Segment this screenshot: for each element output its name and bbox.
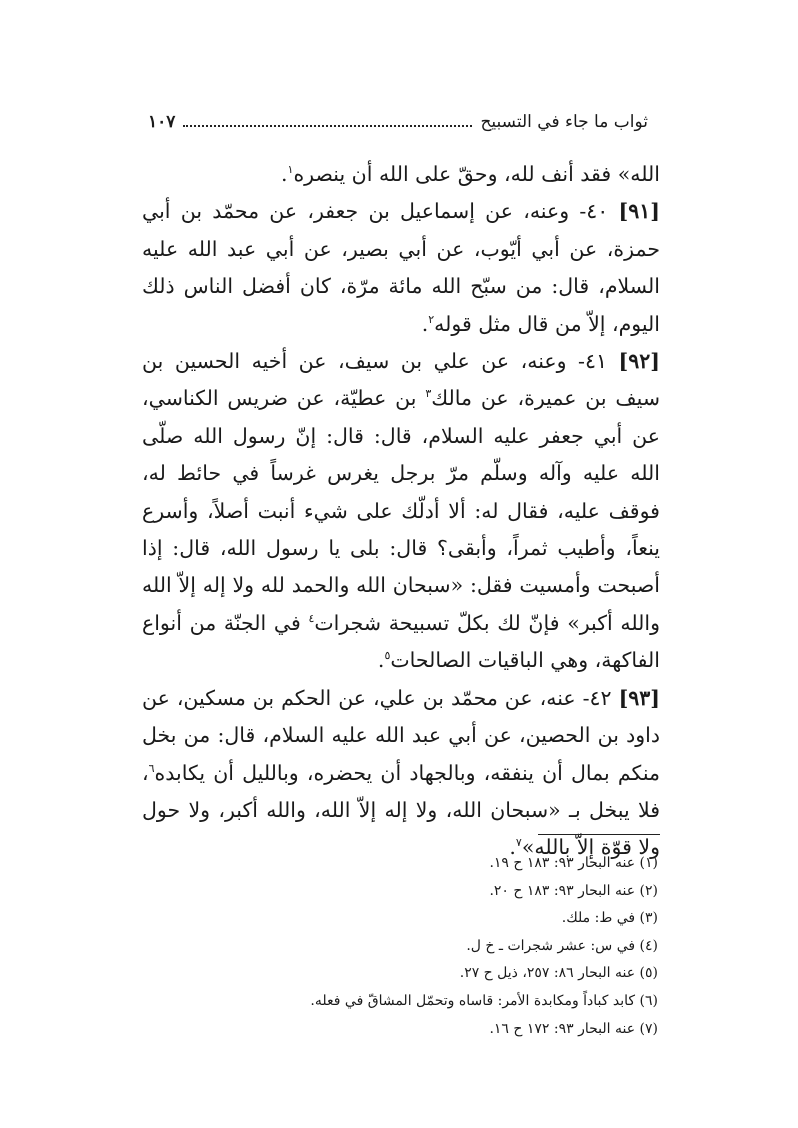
hadith-number: [٩٣] <box>618 685 660 710</box>
footnote: (٧) عنه البحار ٩٣: ١٧٢ ح ١٦. <box>489 1020 658 1037</box>
hadith-91: [٩١] ٤٠- وعنه، عن إسماعيل بن جعفر، عن محمّد بن أبي حمزة، عن أبي أيّوب، عن أبي بصير، عن أبي عبد الله عليه السلام، قال: من سبّح الله مائة مرّة، كان أفضل الناس ذلك اليوم، إلاّ من قال مثل قوله$^٢$. <box>142 199 660 336</box>
footnote-ref: ٤ <box>308 612 315 626</box>
paragraph-continuation: الله» فقد أنف لله، وحقّ على الله أن ينصره$^١$. <box>280 162 660 186</box>
hadith-92: [٩٢] ٤١- وعنه، عن علي بن سيف، عن أخيه الحسين بن سيف بن عميرة، عن مالك$^٣$ بن عطيّة، عن ضريس الكناسي، عن أبي جعفر عليه السلام، قال: قال: إنّ رسول الله صلّى الله عليه وآله وسلّم مرّ برجل يغرس غرساً في حائط له، فوقف عليه، فقال له: ألا أدلّك على شيء أنبت أصلاً، وأسرع ينعاً، وأطيب ثمراً، وأبقى؟ قال: بلى يا رسول الله، قال: إذا أصبحت وأمسيت فقل: «سبحان الله والحمد لله ولا إله إلاّ الله والله أكبر» فإنّ لك بكلّ تسبيحة شجرات$^٤$ في الجنّة من أنواع الفاكهة، وهي الباقيات الصالحات$^٥$. <box>142 349 660 673</box>
hadith-number: [٩٢] <box>618 349 660 374</box>
footnote-ref: ٦ <box>148 761 155 775</box>
footnote: (٦) كابد كباداً ومكابدة الأمر: قاساه وتحمّل المشاقّ في فعله. <box>310 992 658 1009</box>
footnote: (١) عنه البحار ٩٣: ١٨٣ ح ١٩. <box>489 855 658 871</box>
leader-dots <box>183 124 472 127</box>
footnote-ref: ١ <box>287 163 294 177</box>
main-text <box>142 156 660 867</box>
hadith-number: [٩١] <box>618 199 660 224</box>
footnote: (٤) في س: عشر شجرات ـ خ ل. <box>466 937 658 954</box>
footnotes <box>300 850 658 1043</box>
footnote-ref: ٣ <box>425 387 432 401</box>
running-header <box>148 112 648 140</box>
hadith-93: [٩٣] ٤٢- عنه، عن محمّد بن علي، عن الحكم بن مسكين، عن داود بن الحصين، عن أبي عبد الله عليه السلام، قال: من بخل منكم بمال أن ينفقه، وبالجهاد أن يحضره، وبالليل أن يكابده$^٦$، فلا يبخل بـ «سبحان الله، ولا إله إلاّ الله، والله أكبر، ولا حول ولا قوّة إلاّ بالله»$^٧$. <box>142 685 660 860</box>
footnote: (٥) عنه البحار ٨٦: ٢٥٧، ذيل ح ٢٧. <box>459 965 658 982</box>
footnote-ref: ٧ <box>515 836 522 850</box>
footnote: (٣) في ط: ملك. <box>561 910 658 927</box>
footnote-ref: ٥ <box>384 649 391 663</box>
footnote: (٢) عنه البحار ٩٣: ١٨٣ ح ٢٠. <box>489 882 658 899</box>
page-number: ١٠٧ <box>148 112 176 132</box>
footnote-separator <box>538 834 660 835</box>
chapter-title: ثواب ما جاء في التسبيح <box>480 112 648 132</box>
footnote-ref: ٢ <box>428 312 435 326</box>
